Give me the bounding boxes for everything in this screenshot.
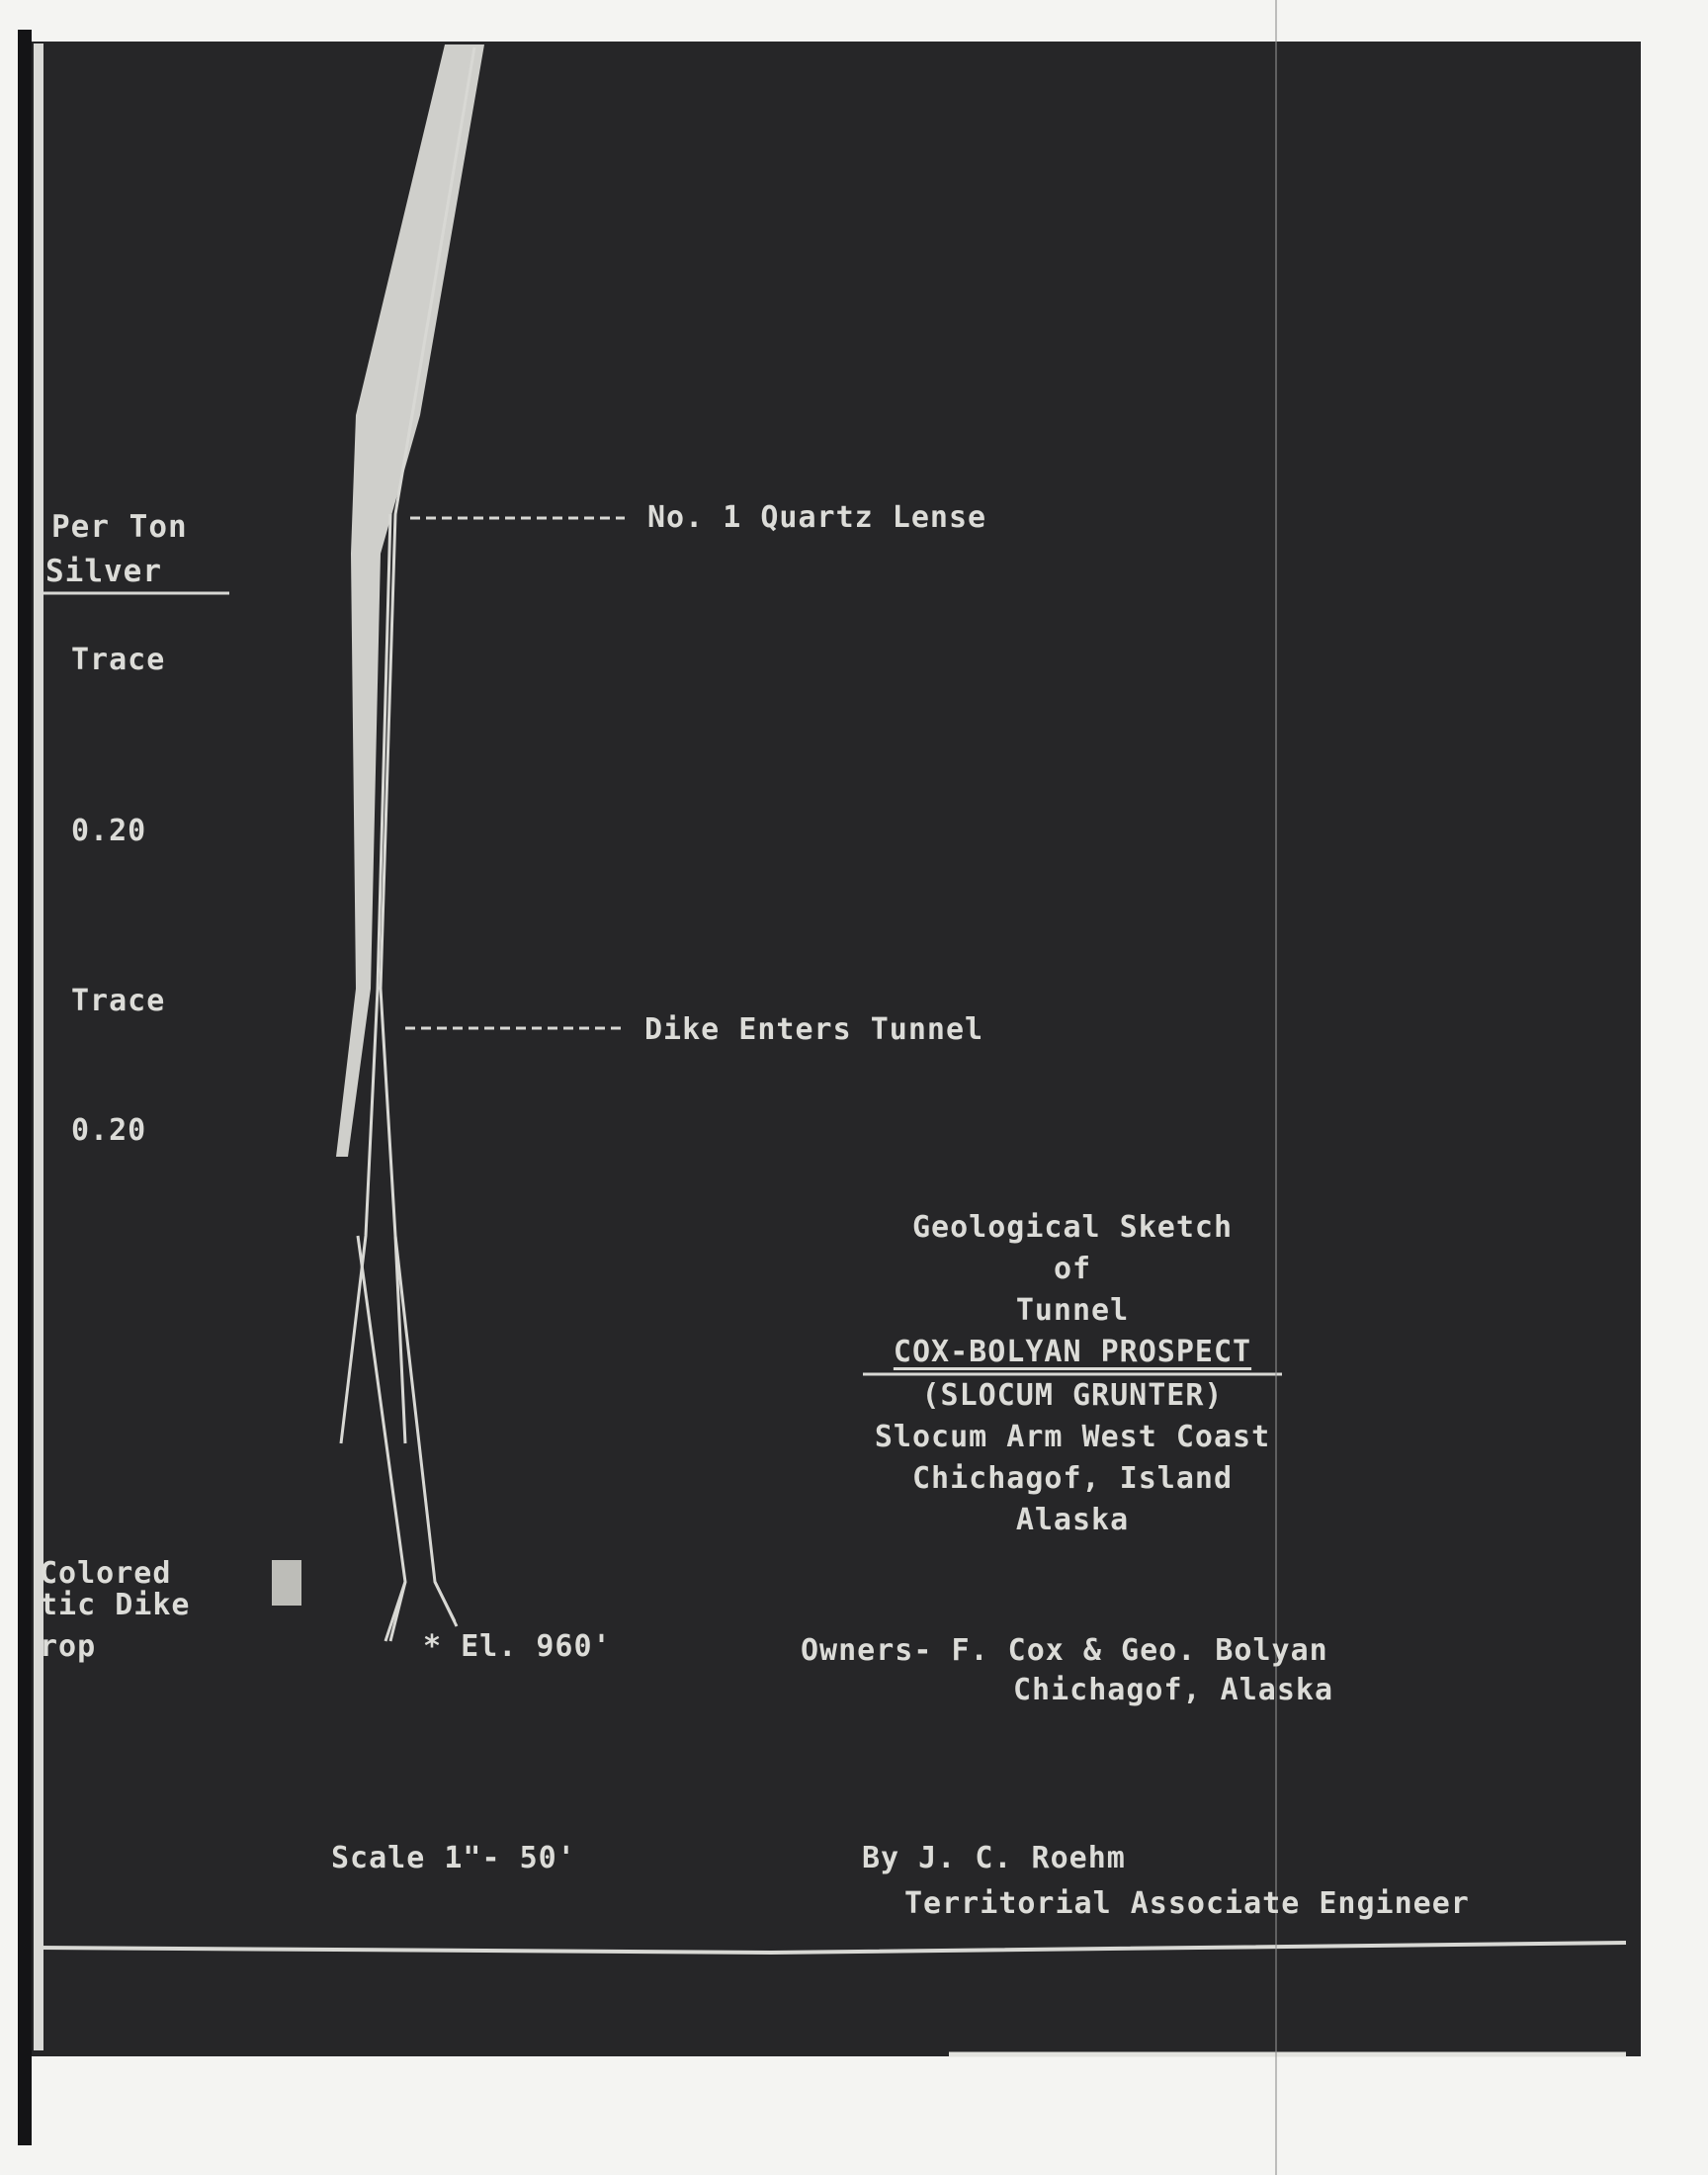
silver-value-1: Trace — [71, 643, 166, 677]
tunnel-dike-band — [336, 44, 484, 1641]
title-line-1: Geological Sketch — [911, 1210, 1234, 1245]
callout-quartz-lense: No. 1 Quartz Lense — [647, 500, 987, 535]
title-line-6: Slocum Arm West Coast — [874, 1420, 1271, 1454]
legend-line-1: Colored — [40, 1556, 172, 1591]
callout-dike-enters-tunnel: Dike Enters Tunnel — [644, 1012, 984, 1047]
legend-line-2: tic Dike — [40, 1588, 191, 1622]
border-bottom-line — [40, 1943, 1626, 1953]
author-line-2: Territorial Associate Engineer — [904, 1886, 1470, 1921]
legend-line-3: rop — [40, 1629, 97, 1664]
title-line-3: Tunnel — [1015, 1293, 1130, 1328]
legend-swatch — [272, 1560, 301, 1606]
title-line-4: COX-BOLYAN PROSPECT — [893, 1335, 1252, 1369]
table-header-per-ton: Per Ton — [51, 509, 188, 545]
author-line-1: By J. C. Roehm — [862, 1841, 1126, 1875]
owners-line-1: Owners- F. Cox & Geo. Bolyan — [801, 1633, 1328, 1668]
silver-value-4: 0.20 — [71, 1113, 147, 1148]
owners-line-2: Chichagof, Alaska — [1013, 1673, 1334, 1707]
fold-crease — [1275, 0, 1277, 2175]
scale-label: Scale 1"- 50' — [331, 1841, 576, 1875]
table-header-silver: Silver — [45, 554, 162, 589]
title-line-8: Alaska — [1015, 1503, 1130, 1537]
silver-value-3: Trace — [71, 984, 166, 1018]
title-line-5: (SLOCUM GRUNTER) — [921, 1378, 1224, 1413]
title-line-7: Chichagof, Island — [911, 1461, 1234, 1496]
title-line-2: of — [1053, 1252, 1092, 1286]
elevation-label: * El. 960' — [423, 1629, 612, 1664]
silver-value-2: 0.20 — [71, 814, 147, 848]
